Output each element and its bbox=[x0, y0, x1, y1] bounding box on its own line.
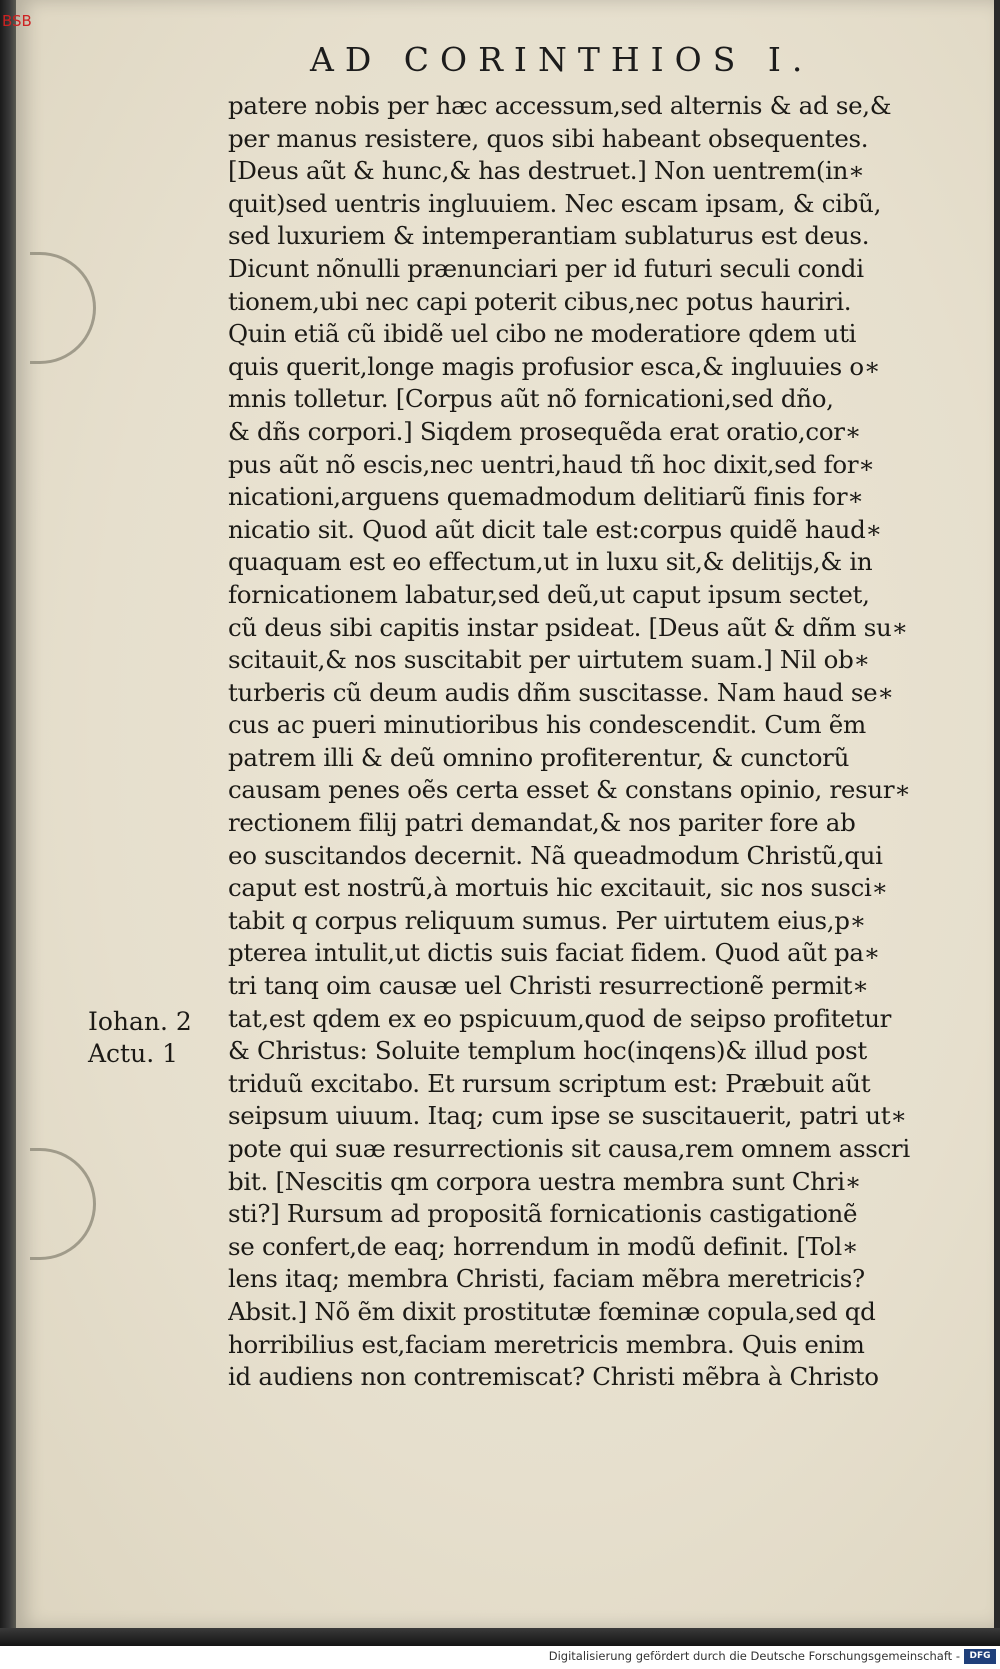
text-line: tabit q corpus reliquum sumus. Per uirtutem eius,p∗ bbox=[228, 905, 866, 935]
book-edge-bottom bbox=[0, 1628, 1000, 1646]
text-line: sti?] Rursum ad propositã fornicationis castigationẽ bbox=[228, 1199, 858, 1229]
text-line: Absit.] Nõ ẽm dixit prostitutæ fœminæ copula,sed qd bbox=[228, 1296, 876, 1326]
text-line: mnis tolletur. [Corpus aũt nõ fornicationi,sed dño, bbox=[228, 384, 834, 414]
text-line: triduũ excitabo. Et rursum scriptum est: Præbuit aũt bbox=[228, 1068, 871, 1098]
text-line: lens itaq; membra Christi, faciam mẽbra meretricis? bbox=[228, 1264, 865, 1294]
text-line: caput est nostrũ,à mortuis hic excitauit, sic nos susci∗ bbox=[228, 873, 888, 903]
text-line: causam penes oẽs certa esset & constans opinio, resur∗ bbox=[228, 775, 911, 805]
text-line: cus ac pueri minutioribus his condescendit. Cum ẽm bbox=[228, 710, 866, 740]
library-mark: BSB bbox=[2, 12, 32, 30]
text-line: per manus resistere, quos sibi habeant obsequentes. bbox=[228, 123, 869, 153]
running-head: AD CORINTHIOS I. bbox=[310, 40, 814, 79]
body-text bbox=[228, 90, 938, 1394]
text-line: pus aũt nõ escis,nec uentri,haud tñ hoc dixit,sed for∗ bbox=[228, 449, 875, 479]
book-edge-left bbox=[0, 0, 16, 1640]
text-line: [Deus aũt & hunc,& has destruet.] Non uentrem(in∗ bbox=[228, 156, 865, 186]
digitization-footer bbox=[0, 1646, 1000, 1669]
text-line: patrem illi & deũ omnino profiterentur, & cunctorũ bbox=[228, 742, 850, 772]
text-line: nicatio sit. Quod aũt dicit tale est:corpus quidẽ haud∗ bbox=[228, 514, 882, 544]
text-line: seipsum uiuum. Itaq; cum ipse se suscitauerit, patri ut∗ bbox=[228, 1101, 907, 1131]
text-line: horribilius est,faciam meretricis membra. Quis enim bbox=[228, 1329, 865, 1359]
page-clip-upper bbox=[30, 252, 96, 364]
text-line: tionem,ubi nec capi poterit cibus,nec potus hauriri. bbox=[228, 286, 852, 316]
text-line: cũ deus sibi capitis instar psideat. [Deus aũt & dñm su∗ bbox=[228, 612, 908, 642]
text-line: pote qui suæ resurrectionis sit causa,rem omnem asscri bbox=[228, 1134, 910, 1163]
text-line: eo suscitandos decernit. Nã queadmodum Christũ,qui bbox=[228, 840, 883, 870]
text-line: tat,est qdem ex eo pspicuum,quod de seipso profitetur bbox=[228, 1003, 892, 1033]
page-clip-lower bbox=[30, 1148, 96, 1260]
text-line: quit)sed uentris ingluuiem. Nec escam ipsam, & cibũ, bbox=[228, 188, 882, 218]
text-line: tri tanq oim causæ uel Christi resurrectionẽ permit∗ bbox=[228, 971, 869, 1001]
margin-note-reference: Actu. 1 bbox=[88, 1039, 179, 1068]
text-line: & Christus: Soluite templum hoc(inqens)& illud post bbox=[228, 1036, 867, 1066]
text-line: scitauit,& nos suscitabit per uirtutem suam.] Nil ob∗ bbox=[228, 645, 870, 675]
book-edge-right bbox=[994, 0, 1000, 1640]
text-line: Quin etiã cũ ibidẽ uel cibo ne moderatiore qdem uti bbox=[228, 319, 857, 349]
text-line: Dicunt nõnulli prænunciari per id futuri seculi condi bbox=[228, 253, 864, 283]
text-line: turberis cũ deum audis dñm suscitasse. Nam haud se∗ bbox=[228, 677, 894, 707]
dfg-logo: DFG bbox=[964, 1649, 996, 1664]
text-line: patere nobis per hæc accessum,sed alternis & ad se,& bbox=[228, 91, 892, 120]
text-line: & dñs corpori.] Siqdem prosequẽda erat oratio,cor∗ bbox=[228, 416, 862, 446]
text-line: quaquam est eo effectum,ut in luxu sit,& delitijs,& in bbox=[228, 547, 873, 577]
text-line: pterea intulit,ut dictis suis faciat fidem. Quod aũt pa∗ bbox=[228, 938, 881, 968]
text-line: rectionem filij patri demandat,& nos pariter fore ab bbox=[228, 808, 856, 838]
text-line: fornicationem labatur,sed deũ,ut caput ipsum sectet, bbox=[228, 579, 870, 609]
text-line: sed luxuriem & intemperantiam sublaturus est deus. bbox=[228, 221, 870, 251]
funding-credit: Digitalisierung gefördert durch die Deutsche Forschungsgemeinschaft - bbox=[548, 1649, 960, 1663]
text-line: se confert,de eaq; horrendum in modũ definit. [Tol∗ bbox=[228, 1231, 859, 1261]
text-line: quis querit,longe magis profusior esca,& ingluuies o∗ bbox=[228, 351, 881, 381]
text-line: bit. [Nescitis qm corpora uestra membra sunt Chri∗ bbox=[228, 1166, 862, 1196]
text-line: nicationi,arguens quemadmodum delitiarũ finis for∗ bbox=[228, 482, 864, 512]
text-line: id audiens non contremiscat? Christi mẽbra à Christo bbox=[228, 1362, 879, 1392]
margin-note-reference: Iohan. 2 bbox=[88, 1007, 192, 1036]
